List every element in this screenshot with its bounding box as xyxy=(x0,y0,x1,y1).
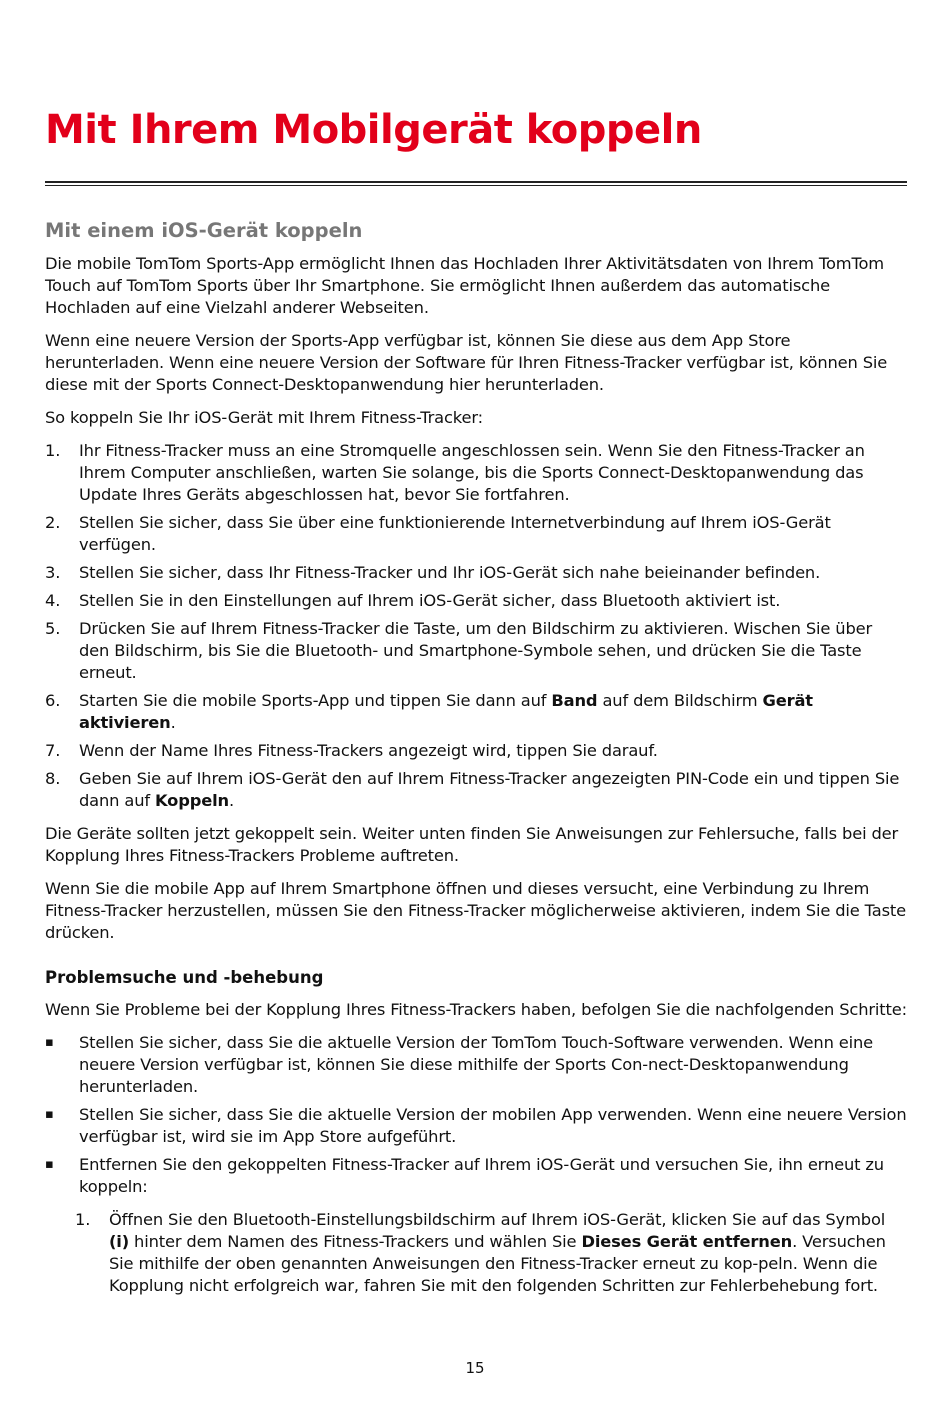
bullet-text: Stellen Sie sicher, dass Sie die aktuelle Version der mobilen App verwenden. Wenn eine neuere Version verfügbar ist, wird sie im App Store aufgeführt. xyxy=(79,1105,907,1146)
bullet-icon: ▪ xyxy=(45,1107,54,1122)
list-item xyxy=(75,1209,907,1297)
bullet-icon: ▪ xyxy=(45,1157,54,1172)
bullet-icon: ▪ xyxy=(45,1035,54,1050)
spacer xyxy=(45,955,907,967)
troubleshooting-substeps-list xyxy=(75,1209,907,1297)
section-heading: Mit einem iOS-Gerät koppeln xyxy=(45,219,363,242)
troubleshooting-heading: Problemsuche und -behebung xyxy=(45,968,324,987)
step-text: Stellen Sie in den Einstellungen auf Ihrem iOS-Gerät sicher, dass Bluetooth aktiviert ist. xyxy=(79,591,781,610)
paragraph-steps-intro: So koppeln Sie Ihr iOS-Gerät mit Ihrem Fitness-Tracker: xyxy=(45,408,483,427)
step-text: Wenn der Name Ihres Fitness-Trackers angezeigt wird, tippen Sie darauf. xyxy=(79,741,658,760)
step-number: 2. xyxy=(45,513,61,532)
list-item xyxy=(45,740,907,762)
step-number: 7. xyxy=(45,741,61,760)
step-number: 4. xyxy=(45,591,61,610)
step-text: Stellen Sie sicher, dass Ihr Fitness-Tracker und Ihr iOS-Gerät sich nahe beieinander befinden. xyxy=(79,563,821,582)
step-number: 1. xyxy=(45,441,61,460)
list-item xyxy=(45,1154,907,1198)
page-number: 15 xyxy=(465,1359,485,1377)
substep-text: Öffnen Sie den Bluetooth-Einstellungsbildschirm auf Ihrem iOS-Gerät, klicken Sie auf das Symbol xyxy=(109,1210,886,1229)
substep-text: hinter dem Namen des Fitness-Trackers und wählen Sie xyxy=(129,1232,582,1251)
paragraph-updates: Wenn eine neuere Version der Sports-App verfügbar ist, können Sie diese aus dem App Store herunterladen. Wenn eine neuere Version der Software für Ihren Fitness-Tracker verfügbar ist, können Sie diese mit der Sports Connect-Desktopanwendung hier herunterladen. xyxy=(45,331,888,394)
bold-term-info-symbol: (i) xyxy=(109,1232,130,1251)
step-text: . xyxy=(170,713,176,732)
troubleshooting-bullet-list xyxy=(45,1032,907,1198)
step-text: Drücken Sie auf Ihrem Fitness-Tracker die Taste, um den Bildschirm zu aktivieren. Wischen Sie über den Bildschirm, bis Sie die Bluetooth- und Smartphone-Symbole sehen, und drücken Sie die Taste erneut. xyxy=(79,619,873,682)
bold-term-band: Band xyxy=(551,691,598,710)
bold-term-koppeln: Koppeln xyxy=(154,791,229,810)
step-text: Geben Sie auf Ihrem iOS-Gerät den auf Ihrem Fitness-Tracker angezeigten PIN-Code ein und tippen Sie dann auf xyxy=(79,769,900,810)
bullet-text: Stellen Sie sicher, dass Sie die aktuelle Version der TomTom Touch-Software verwenden. Wenn eine neuere Version verfügbar ist, können Sie diese mithilfe der Sports Con-nect-Desktopanwendung herunterladen. xyxy=(79,1033,874,1096)
title-divider xyxy=(45,181,907,186)
step-text: . xyxy=(228,791,235,810)
bold-term-geraet-aktivieren: Gerät aktivieren xyxy=(79,691,813,732)
pairing-steps-list xyxy=(45,440,907,812)
bold-term-remove-device: Dieses Gerät entfernen xyxy=(581,1232,793,1251)
substep-text: . Versuchen Sie mithilfe der oben genannten Anweisungen den Fitness-Tracker erneut zu kop-peln. Wenn die Kopplung nicht erfolgreich war, fahren Sie mit den folgenden Schritten zur Fehlerbehebung fort. xyxy=(109,1232,886,1295)
main-content xyxy=(45,218,907,1308)
page-title: Mit Ihrem Mobilgerät koppeln xyxy=(45,107,702,153)
list-item xyxy=(45,562,907,584)
step-number: 3. xyxy=(45,563,61,582)
step-number: 8. xyxy=(45,769,61,788)
list-item xyxy=(45,1032,907,1098)
step-number: 5. xyxy=(45,619,61,638)
paragraph-activate: Wenn Sie die mobile App auf Ihrem Smartphone öffnen und dieses versucht, eine Verbindung zu Ihrem Fitness-Tracker herzustellen, müssen Sie den Fitness-Tracker möglicherweise aktivieren, indem Sie die Taste drücken. xyxy=(45,879,907,942)
step-text: Stellen Sie sicher, dass Sie über eine funktionierende Internetverbindung auf Ihrem iOS-Gerät verfügen. xyxy=(79,513,831,554)
list-item xyxy=(45,1104,907,1148)
list-item xyxy=(45,512,907,556)
substep-number: 1. xyxy=(75,1210,91,1229)
step-text: Starten Sie die mobile Sports-App und tippen Sie dann auf xyxy=(79,691,552,710)
step-number: 6. xyxy=(45,691,61,710)
list-item xyxy=(45,690,907,734)
list-item xyxy=(45,768,907,812)
bullet-text: Entfernen Sie den gekoppelten Fitness-Tracker auf Ihrem iOS-Gerät und versuchen Sie, ihn erneut zu koppeln: xyxy=(79,1155,884,1196)
step-text: auf dem Bildschirm xyxy=(597,691,763,710)
paragraph-intro: Die mobile TomTom Sports-App ermöglicht Ihnen das Hochladen Ihrer Aktivitätsdaten von Ihrem TomTom Touch auf TomTom Sports über Ihr Smartphone. Sie ermöglicht Ihnen außerdem das automatische Hochladen auf eine Vielzahl anderer Webseiten. xyxy=(45,254,885,317)
paragraph-troubleshooting-intro: Wenn Sie Probleme bei der Kopplung Ihres Fitness-Trackers haben, befolgen Sie die nachfolgenden Schritte: xyxy=(45,1000,907,1019)
list-item xyxy=(45,440,907,506)
list-item xyxy=(45,590,907,612)
step-text: Ihr Fitness-Tracker muss an eine Stromquelle angeschlossen sein. Wenn Sie den Fitness-Tracker an Ihrem Computer anschließen, warten Sie solange, bis die Sports Connect-Desktopanwendung das Update Ihres Geräts abgeschlossen hat, bevor Sie fortfahren. xyxy=(79,441,865,504)
list-item xyxy=(45,618,907,684)
paragraph-paired: Die Geräte sollten jetzt gekoppelt sein. Weiter unten finden Sie Anweisungen zur Fehlersuche, falls bei der Kopplung Ihres Fitness-Trackers Probleme auftreten. xyxy=(45,824,899,865)
